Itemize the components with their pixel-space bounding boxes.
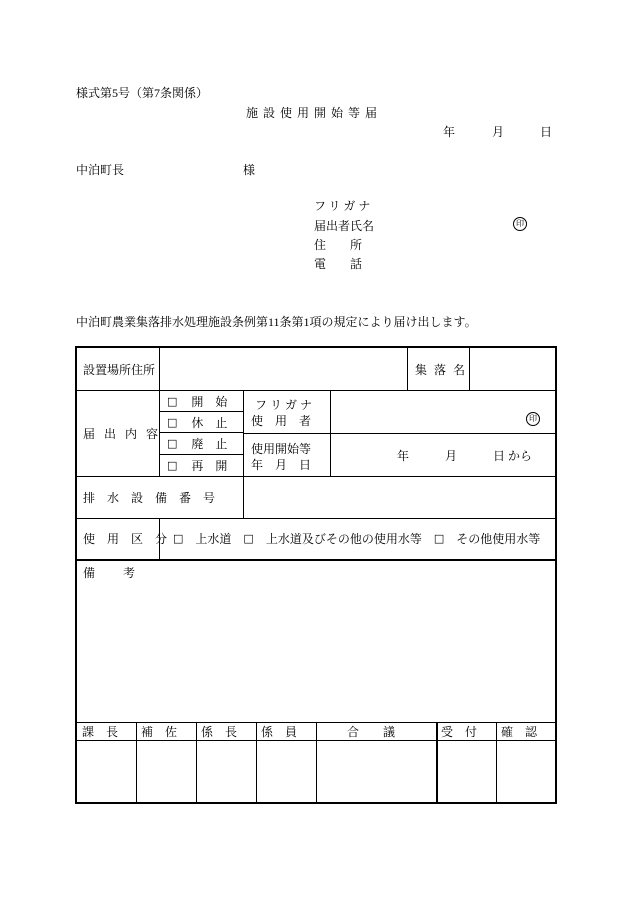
start-month-label: 月 [445, 449, 458, 463]
user-field[interactable] [331, 391, 555, 433]
applicant-seal-icon: 印 [513, 217, 527, 231]
option-resume-label: 再 開 [191, 459, 228, 473]
option-abolish[interactable] [167, 433, 239, 454]
category-water-checkbox[interactable]: □ [173, 532, 184, 545]
applicant-address-label: 住 所 [314, 238, 369, 252]
village-field[interactable] [470, 348, 555, 390]
start-date-label-1: 使用開始等 [251, 442, 312, 456]
remarks-field[interactable] [77, 580, 555, 720]
approval-confirmation: 確 認 [501, 725, 538, 739]
category-water-other-label: 上水道及びその他の使用水等 [265, 532, 422, 546]
start-date-label-2: 年 月 日 [251, 458, 312, 472]
approval-assistant: 補 佐 [141, 725, 178, 739]
option-start-checkbox[interactable]: □ [167, 394, 178, 408]
option-resume-checkbox[interactable]: □ [167, 459, 178, 472]
location-field[interactable] [160, 348, 407, 390]
approval-reception: 受 付 [441, 725, 478, 739]
form-number: 様式第5号（第7条関係） [76, 86, 209, 100]
category-water-label: 上水道 [195, 532, 232, 546]
location-label: 設置場所住所 [83, 362, 156, 377]
option-start-label: 開 始 [191, 394, 228, 409]
date-year-label: 年 [443, 125, 456, 139]
drain-number-label: 排 水 設 備 番 号 [83, 490, 216, 505]
option-pause-checkbox[interactable]: □ [167, 415, 178, 429]
option-pause-label: 休 止 [191, 415, 228, 430]
category-water-other-checkbox[interactable]: □ [243, 532, 254, 545]
village-label: 集 落 名 [415, 362, 468, 377]
start-year-label: 年 [397, 449, 410, 463]
start-day-label: 日 から [493, 449, 533, 463]
approval-section-chief: 課 長 [82, 725, 119, 739]
option-resume[interactable] [167, 455, 239, 476]
category-other-checkbox[interactable]: □ [433, 532, 445, 545]
form-title: 施 設 使 用 開 始 等 届 [246, 106, 379, 120]
statement-text: 中泊町農業集落排水処理施設条例第11条第1項の規定により届け出します。 [76, 315, 477, 329]
addressee-honorific: 様 [243, 163, 256, 177]
addressee-name: 中泊町長 [76, 163, 125, 177]
application-table [75, 346, 557, 804]
option-abolish-label: 廃 止 [191, 437, 228, 451]
option-start[interactable] [167, 391, 239, 411]
user-seal-icon: 印 [526, 412, 540, 426]
approval-subsection-chief: 係 長 [201, 725, 238, 739]
approval-staff: 係 員 [261, 725, 298, 739]
approval-consultation: 合 議 [347, 725, 402, 739]
date-day-label: 日 [540, 125, 553, 139]
applicant-furigana-label: フリガナ [314, 199, 374, 213]
category-options [173, 518, 540, 559]
applicant-phone-label: 電 話 [314, 257, 369, 271]
user-label: 使 用 者 [251, 414, 312, 428]
remarks-label: 備 考 [83, 566, 144, 580]
user-furigana-label: フ リ ガ ナ [255, 398, 313, 412]
option-abolish-checkbox[interactable]: □ [167, 437, 178, 450]
notice-label: 届 出 内 容 [83, 426, 162, 441]
applicant-name-label: 届出者氏名 [314, 219, 375, 233]
drain-number-field[interactable] [244, 476, 555, 518]
category-label: 使 用 区 分 [83, 532, 168, 546]
option-pause[interactable] [167, 412, 239, 432]
date-month-label: 月 [492, 125, 505, 139]
category-other-label: その他使用水等 [456, 532, 541, 546]
